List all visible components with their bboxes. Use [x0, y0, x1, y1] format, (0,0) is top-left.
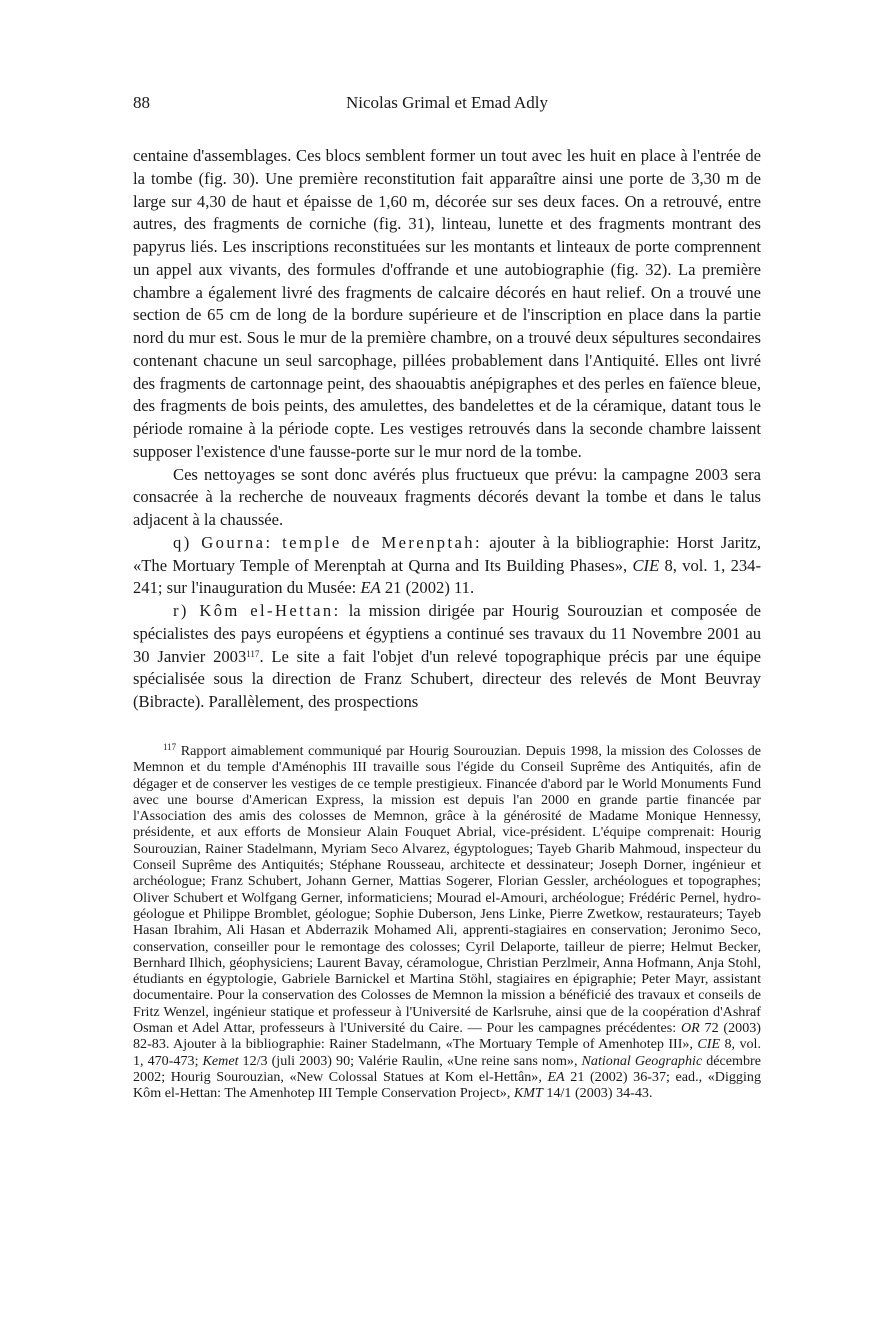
- journal-kemet: Kemet: [202, 1052, 239, 1069]
- footnote-text-b: 72 (2003) 82-83. Ajouter à la bibliographie: Rainer Stadelmann, «The Mortuary Temple of Amenhotep III»,: [133, 1020, 761, 1053]
- paragraph-gourna: [133, 532, 761, 600]
- journal-or: OR: [680, 1020, 700, 1037]
- section-label-kom: r) Kôm el-Hettan:: [173, 601, 341, 620]
- paragraph-1: centaine d'assemblages. Ces blocs semblent former un tout avec les huit en place à l'entrée de la tombe (fig. 30). Une première reconstitution fait apparaître ainsi une porte de 3,30 m de large sur 4,30 de haut et épaisse de 1,60 m, décorée sur ses deux faces. On a retrouvé, entre autres, des fragments de corniche (fig. 31), linteau, lunette et des fragments montrant des papyrus liés. Les inscriptions reconstituées sur les montants et linteaux de porte comprennent un appel aux vivants, des formules d'offrande et une autobiographie (fig. 32). La première chambre a également livré des fragments de calcaire décorés en haut relief. On a trouvé une section de 65 cm de long de la bordure supérieure et de l'inscription en place dans la partie nord du mur est. Sous le mur de la première chambre, on a trouvé deux sépultures secondaires contenant chacune un seul sarcophage, pillées probablement dans l'Antiquité. Elles ont livré des fragments de cartonnage peint, des shaouabtis anépigraphes et des perles en faïence bleue, des fragments de bois peints, des amulettes, des bandelettes et de la céramique, datant tous le période romaine à la période copte. Les vestiges retrouvés dans la seconde chambre laissent supposer l'existence d'une fausse-porte sur le mur nord de la tombe.: [133, 146, 761, 461]
- footnote-text-g: 14/1 (2003) 34-43.: [542, 1085, 653, 1102]
- main-text: [133, 145, 761, 714]
- page-header: [133, 93, 761, 119]
- gourna-text-c: 21 (2002) 11.: [380, 578, 475, 598]
- page-number: 88: [133, 93, 150, 112]
- journal-ea-fn: EA: [547, 1068, 565, 1085]
- section-label-gourna: q) Gourna: temple de Merenptah:: [173, 532, 482, 552]
- journal-cie: CIE: [632, 555, 660, 575]
- footnote-text-a: Rapport aimablement communiqué par Hourig Sourouzian. Depuis 1998, la mission des Colosses de Memnon et du temple d'Aménophis III travaille sous l'égide du Conseil Suprême des Antiquités, afin de dégager et de conserver les vestiges de ce temple prestigieux. Financée d'abord par le World Monuments Fund avec une bourse d'American Express, la mission est depuis l'an 2000 en grande partie financée par l'Association des amis des colosses de Memnon, grâce à la générosité de Madame Monique Hennessy, présidente, et aux efforts de Monsieur Alain Fouquet Abrial, vice-président. L'équipe comprenait: Hourig Sourouzian, Rainer Stadelmann, Myriam Seco Alvarez, égyptologues; Tayeb Gharib Mahmoud, inspecteur du Conseil Suprême des Antiquités; Stéphane Rousseau, architecte et dessinateur; Joseph Dorner, ingénieur et archéologue; Franz Schubert, Johann Gerner, Mattias Sogerer, Florian Gessler, archéologues et topographes; Oliver Schubert et Wolfgang Gerner, informaticiens; Mourad el-Amouri, archéologue; Frédéric Pernel, hydro-géologue et Philippe Bromblet, géologue; Sophie Duberson, Jens Linke, Pierre Zwetkow, restaurateurs; Tayeb Hasan Ibrahim, Ali Hasan et Abderrazik Mohamed Ali, apprenti-stagiaires en conservation; Jeronimo Seco, conservation, conseiller pour le remontage des colosses; Cyril Delaporte, tailleur de pierre; Helmut Becker, Bernhard Ilhich, géophysiciens; Laurent Bavay, céramologue, Christian Perzlmeir, Anna Hofmann, Anja Stohl, étudiants en égyptologie, Gabriele Barnickel et Martina Stöhl, stagiaires en épigraphie; Peter Mayr, assistant documentaire. Pour la conservation des Colosses de Memnon la mission a bénéficié des travaux et conseils de Fritz Wenzel, ingénieur statique et professeur à l'Université de Karlsruhe, ainsi que de la coopération d'Ashraf Osman et Adel Attar, professeurs à l'Université du Caire. — Pour les campagnes précédentes:: [133, 743, 761, 1037]
- gourna-text-a: ajouter à la bibliographie: Horst Jaritz, «The Mortuary Temple of Merenptah at Qurna and Its Building Phases»,: [133, 532, 761, 575]
- footnote-number: 117: [163, 742, 177, 752]
- journal-cie-fn: CIE: [697, 1036, 721, 1053]
- footnote-text-d: 12/3 (juli 2003) 90; Valérie Raulin, «Une reine sans nom»,: [238, 1052, 582, 1069]
- footnote-text-f: 21 (2002) 36-37; ead., «Digging Kôm el-Hettan: The Amenhotep III Temple Conservation Project»,: [133, 1068, 761, 1102]
- kom-text-a: la mission dirigée par Hourig Sourouzian et composée de spécialistes des pays européens et égyptiens a continué ses travaux du 11 Novembre 2001 au 30 Janvier 2003: [133, 601, 761, 666]
- footnote-ref: 117: [246, 648, 260, 659]
- footnote-text-c: 8, vol. 1, 470-473;: [133, 1036, 762, 1069]
- footnotes: [133, 743, 761, 1102]
- footnote-117: [133, 743, 761, 1102]
- journal-kmt: KMT: [513, 1085, 543, 1102]
- journal-national-geographic: National Geographic: [581, 1052, 703, 1069]
- footnote-text-e: décembre 2002; Hourig Sourouzian, «New Colossal Statues at Kom el-Hettân»,: [133, 1052, 761, 1085]
- paragraph-2: Ces nettoyages se sont donc avérés plus fructueux que prévu: la campagne 2003 sera consacrée à la recherche de nouveaux fragments décorés devant la tombe et dans le talus adjacent à la chaussée.: [133, 464, 761, 529]
- gourna-text-b: 8, vol. 1, 234-241; sur l'inauguration du Musée:: [133, 555, 761, 598]
- kom-text-b: . Le site a fait l'objet d'un relevé topographique précis par une équipe spécialisée sous la direction de Franz Schubert, directeur des relevés de Mont Beuvray (Bibracte). Parallèlement, des prospections: [133, 646, 761, 711]
- paragraph-kom-el-hettan: [133, 600, 761, 714]
- journal-ea: EA: [360, 578, 381, 598]
- running-head: Nicolas Grimal et Emad Adly: [345, 93, 549, 112]
